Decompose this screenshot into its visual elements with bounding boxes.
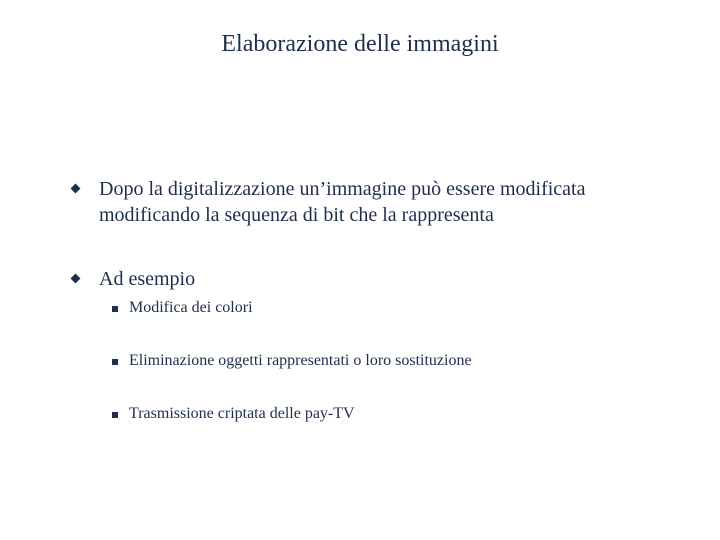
slide-title: Elaborazione delle immagini [221, 31, 499, 57]
bullet-text-line-1: Dopo la digitalizzazione un’immagine può essere modificata [99, 178, 586, 200]
sub-bullet-text: Modifica dei colori [129, 299, 253, 316]
sub-bullet-item [112, 350, 692, 372]
square-bullet-icon [112, 306, 118, 312]
sub-bullet-text: Eliminazione oggetti rappresentati o loro sostituzione [129, 352, 472, 369]
bullet-text: Ad esempio [99, 268, 196, 290]
diamond-bullet-icon [71, 184, 81, 194]
sub-bullet-text: Trasmissione criptata delle pay-TV [129, 405, 355, 422]
sub-bullet-item [112, 403, 692, 425]
bullet-item [72, 176, 692, 228]
diamond-bullet-icon [71, 274, 81, 284]
square-bullet-icon [112, 412, 118, 418]
bullet-item [72, 266, 692, 292]
sub-bullet-item [112, 297, 692, 319]
bullet-text-line-2: modificando la sequenza di bit che la rappresenta [99, 204, 494, 226]
square-bullet-icon [112, 359, 118, 365]
